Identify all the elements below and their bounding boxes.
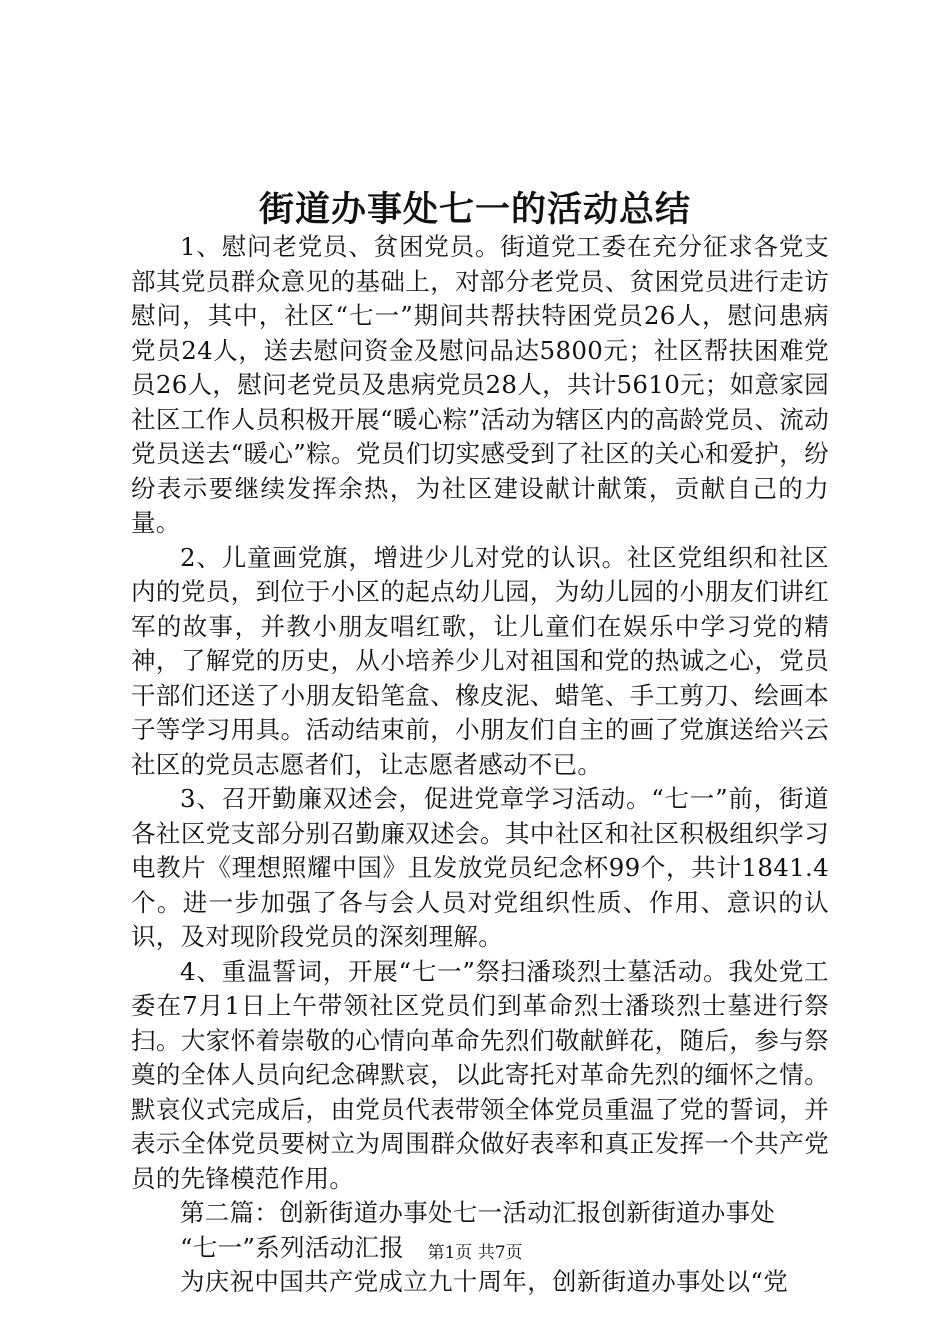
paragraph-4: 4、重温誓词，开展“七一”祭扫潘琰烈士墓活动。我处党工委在7月1日上午带领社区党员们到革命烈士潘琰烈士墓进行祭扫。大家怀着崇敬的心情向革命先烈们敬献鲜花，随后，参与祭奠的全体人员向纪念碑默哀，以此寄托对革命先烈的缅怀之情。默哀仪式完成后，由党员代表带领全体党员重温了党的誓词，并表示全体党员要树立为周围群众做好表率和真正发挥一个共产党员的先锋模范作用。: [131, 956, 829, 1193]
page-footer: 第1页 共7页: [427, 1243, 523, 1263]
paragraph-1: 1、慰问老党员、贫困党员。街道党工委在充分征求各党支部其党员群众意见的基础上，对部分老党员、贫困党员进行走访慰问，其中，社区“七一”期间共帮扶特困党员26人，慰问患病党员24人，送去慰问资金及慰问品达5800元；社区帮扶困难党员26人，慰问老党员及患病党员28人，共计5610元；如意家园社区工作人员积极开展“暖心粽”活动为辖区内的高龄党员、流动党员送去“暖心”粽。党员们切实感受到了社区的关心和爱护，纷纷表示要继续发挥余热，为社区建设献计献策，贡献自己的力量。: [131, 232, 829, 537]
document-title: 街道办事处七一的活动总结: [258, 189, 691, 230]
section2-heading-line2: “七一”系列活动汇报: [180, 1232, 405, 1262]
paragraph-3: 3、召开勤廉双述会，促进党章学习活动。“七一”前，街道各社区党支部分别召勤廉双述会。其中社区和社区积极组织学习电教片《理想照耀中国》且发放党员纪念杯99个，共计1841.4个。进一步加强了各与会人员对党组织性质、作用、意识的认识，及对现阶段党员的深刻理解。: [131, 784, 829, 951]
document-body: [131, 230, 829, 1300]
section2-heading-line1: 第二篇：创新街道办事处七一活动汇报创新街道办事处: [180, 1198, 776, 1227]
section2-paragraph: 为庆祝中国共产党成立九十周年，创新街道办事处以“党: [180, 1267, 789, 1296]
paragraph-2: 2、儿童画党旗，增进少儿对党的认识。社区党组织和社区内的党员，到位于小区的起点幼儿园，为幼儿园的小朋友们讲红军的故事，并教小朋友唱红歌，让儿童们在娱乐中学习党的精神，了解党的历史，从小培养少儿对祖国和党的热诚之心，党员干部们还送了小朋友铅笔盒、橡皮泥、蜡笔、手工剪刀、绘画本子等学习用具。活动结束前，小朋友们自主的画了党旗送给兴云社区的党员志愿者们，让志愿者感动不已。: [131, 542, 829, 779]
